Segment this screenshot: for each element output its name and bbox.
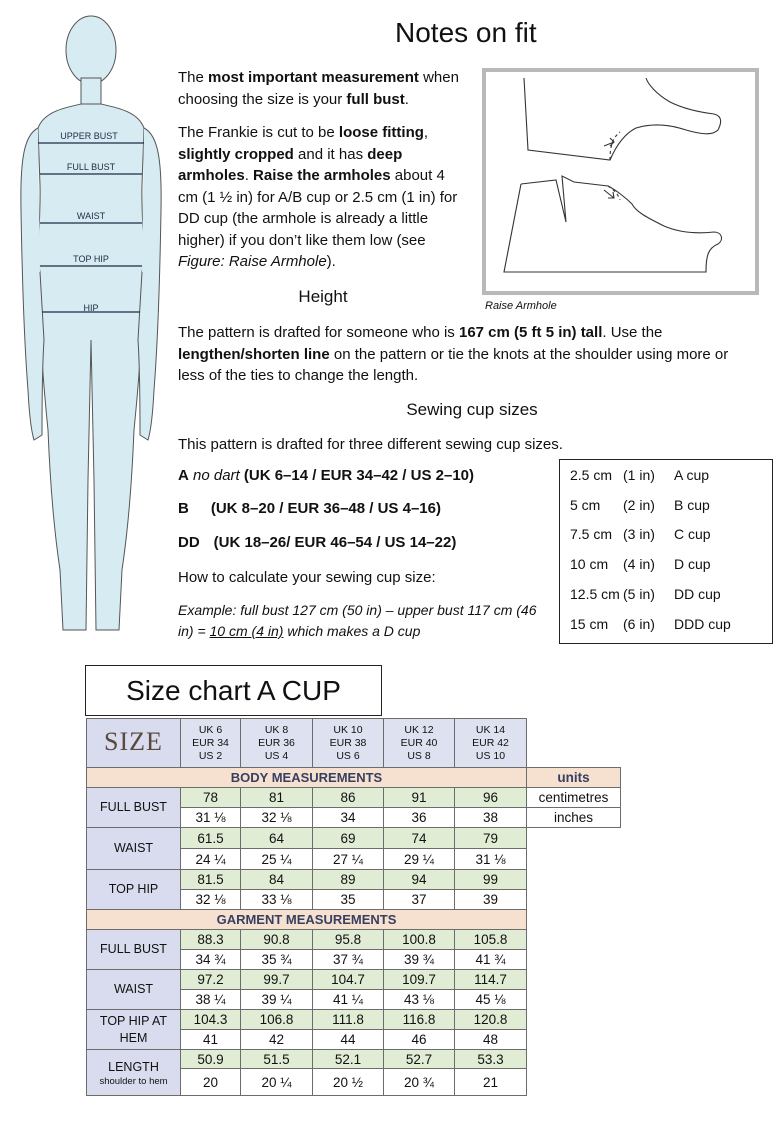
figure-label-top-hip: TOP HIP (73, 254, 109, 264)
cell-in: 20 ½ (313, 1069, 384, 1096)
cell-cm: 95.8 (313, 930, 384, 950)
figure-label-hip: HIP (83, 303, 99, 313)
cell-cm: 106.8 (241, 1010, 313, 1030)
cell-in: 39 ¾ (384, 950, 455, 970)
row-label: LENGTH shoulder to hem (87, 1050, 181, 1096)
cell-cm: 111.8 (313, 1010, 384, 1030)
cell-cm: 120.8 (455, 1010, 527, 1030)
pattern-piece-upper (524, 78, 721, 160)
body-measurements-heading: BODY MEASUREMENTS (87, 768, 527, 788)
cell-in: 25 ¼ (241, 849, 313, 870)
size-column-header: UK 6 EUR 34 US 2 (181, 719, 241, 768)
cell-in: 43 ⅛ (384, 990, 455, 1010)
cell-cm: 104.7 (313, 970, 384, 990)
size-header: SIZE (87, 719, 181, 768)
cell-cm: 79 (455, 828, 527, 849)
cell-in: 31 ⅛ (455, 849, 527, 870)
cell-in: 20 (181, 1069, 241, 1096)
cell-cm: 52.1 (313, 1050, 384, 1069)
size-column-header: UK 10 EUR 38 US 6 (313, 719, 384, 768)
cell-cm: 114.7 (455, 970, 527, 990)
pattern-piece-lower (504, 176, 721, 272)
calc-heading: How to calculate your sewing cup size: (178, 569, 436, 586)
cell-cm: 64 (241, 828, 313, 849)
cell-cm: 94 (384, 870, 455, 890)
cup-line-dd: DD (UK 18–26/ EUR 46–54 / US 14–22) (178, 534, 457, 551)
figure-body (38, 104, 144, 630)
notes-title: Notes on fit (395, 17, 537, 48)
cell-in: 24 ¼ (181, 849, 241, 870)
cell-cm: 97.2 (181, 970, 241, 990)
figure-label-upper-bust: UPPER BUST (60, 131, 118, 141)
cup-line-a: A no dart (UK 6–14 / EUR 34–42 / US 2–10) (178, 467, 475, 484)
cup-size-table: 2.5 cm (1 in) A cup 5 cm (2 in) B cup 7.5 cm (3 in) C cup 10 cm (4 in) D cup 12.5 cm (5 in) DD cup 15 cm (6 in) DDD cup (559, 459, 773, 644)
row-label: FULL BUST (87, 930, 181, 970)
size-chart-title: Size chart A CUP (85, 665, 382, 716)
row-label: WAIST (87, 828, 181, 870)
row-label: FULL BUST (87, 788, 181, 828)
cell-cm: 105.8 (455, 930, 527, 950)
cell-in: 32 ⅛ (181, 890, 241, 910)
cell-cm: 99 (455, 870, 527, 890)
row-label: TOP HIP AT HEM (87, 1010, 181, 1050)
garment-measurements-heading: GARMENT MEASUREMENTS (87, 910, 527, 930)
cell-cm: 116.8 (384, 1010, 455, 1030)
cell-in: 45 ⅛ (455, 990, 527, 1010)
cup-sizes-heading: Sewing cup sizes (406, 400, 538, 419)
cell-cm: 88.3 (181, 930, 241, 950)
cell-cm: 84 (241, 870, 313, 890)
units-header: units (527, 768, 621, 788)
cell-cm: 96 (455, 788, 527, 808)
cell-in: 37 ¾ (313, 950, 384, 970)
cell-in: 32 ⅛ (241, 808, 313, 828)
paragraph-fit-description: The Frankie is cut to be loose fitting, slightly cropped and it has deep armholes. Raise the armholes about 4 cm (1 ½ in) for A/B cup or 2.5 cm (1 in) for DD cup (the armhole is already a little higher) if you don’t like them low (see Figure: Raise Armhole). (178, 124, 458, 270)
cup-line-b: B (UK 8–20 / EUR 36–48 / US 4–16) (178, 500, 441, 517)
cell-in: 33 ⅛ (241, 890, 313, 910)
cell-in: 34 ¾ (181, 950, 241, 970)
cell-cm: 86 (313, 788, 384, 808)
cell-cm: 69 (313, 828, 384, 849)
raise-armhole-figure (482, 68, 759, 295)
cell-in: 29 ¼ (384, 849, 455, 870)
cell-in: 38 (455, 808, 527, 828)
row-label: WAIST (87, 970, 181, 1010)
armhole-figure-caption: Raise Armhole (485, 300, 557, 312)
figure-label-full-bust: FULL BUST (66, 162, 116, 172)
cell-in: 37 (384, 890, 455, 910)
cell-in: 39 ¼ (241, 990, 313, 1010)
size-chart-table (86, 718, 621, 1096)
height-heading: Height (298, 287, 348, 306)
cell-in: 41 ¾ (455, 950, 527, 970)
cell-cm: 91 (384, 788, 455, 808)
cell-in: 39 (455, 890, 527, 910)
cell-in: 38 ¼ (181, 990, 241, 1010)
cell-cm: 52.7 (384, 1050, 455, 1069)
cell-in: 35 ¾ (241, 950, 313, 970)
cell-cm: 50.9 (181, 1050, 241, 1069)
cup-intro: This pattern is drafted for three different sewing cup sizes. (178, 436, 563, 453)
cell-cm: 81.5 (181, 870, 241, 890)
paragraph-important-measurement: The most important measurement when choosing the size is your full bust. (178, 69, 459, 108)
cell-cm: 89 (313, 870, 384, 890)
cell-cm: 51.5 (241, 1050, 313, 1069)
cell-in: 42 (241, 1030, 313, 1050)
cell-in: 27 ¼ (313, 849, 384, 870)
cell-cm: 61.5 (181, 828, 241, 849)
calc-example: Example: full bust 127 cm (50 in) – upper bust 117 cm (46 in) = 10 cm (4 in) which makes a D cup (178, 602, 537, 639)
cell-cm: 104.3 (181, 1010, 241, 1030)
cell-in: 20 ¼ (241, 1069, 313, 1096)
cell-in: 41 (181, 1030, 241, 1050)
unit-centimetres: centimetres (527, 788, 621, 808)
cell-cm: 81 (241, 788, 313, 808)
cell-in: 21 (455, 1069, 527, 1096)
figure-label-waist: WAIST (76, 211, 106, 221)
armhole-pattern-drawing (486, 72, 755, 291)
paragraph-height: The pattern is drafted for someone who is 167 cm (5 ft 5 in) tall. Use the lengthen/shorten line on the pattern or tie the knots at the shoulder using more or less of the ties to change the length. (178, 324, 729, 384)
row-sublabel: shoulder to hem (99, 1075, 168, 1087)
size-column-header: UK 8 EUR 36 US 4 (241, 719, 313, 768)
cell-in: 31 ⅛ (181, 808, 241, 828)
unit-inches: inches (527, 808, 621, 828)
armhole-arrow-2 (604, 190, 614, 198)
cell-cm: 53.3 (455, 1050, 527, 1069)
cell-in: 35 (313, 890, 384, 910)
figure-head (66, 16, 116, 84)
cell-in: 41 ¼ (313, 990, 384, 1010)
cell-cm: 99.7 (241, 970, 313, 990)
cell-cm: 100.8 (384, 930, 455, 950)
cell-in: 48 (455, 1030, 527, 1050)
size-column-header: UK 12 EUR 40 US 8 (384, 719, 455, 768)
cell-in: 36 (384, 808, 455, 828)
cell-in: 46 (384, 1030, 455, 1050)
figure-neck (81, 78, 101, 106)
body-measurement-figure (18, 10, 163, 635)
cell-cm: 109.7 (384, 970, 455, 990)
size-column-header: UK 14 EUR 42 US 10 (455, 719, 527, 768)
cell-in: 34 (313, 808, 384, 828)
cell-in: 20 ¾ (384, 1069, 455, 1096)
cell-cm: 90.8 (241, 930, 313, 950)
cell-cm: 74 (384, 828, 455, 849)
row-label: TOP HIP (87, 870, 181, 910)
cell-cm: 78 (181, 788, 241, 808)
cell-in: 44 (313, 1030, 384, 1050)
